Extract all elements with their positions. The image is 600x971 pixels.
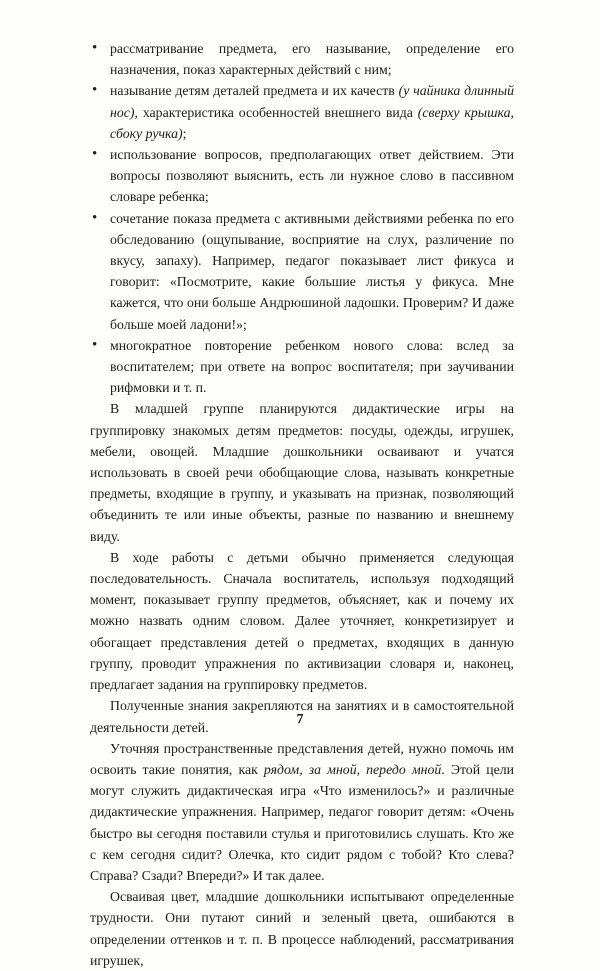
text-run: использование вопросов, предполагающих ответ действием. Эти вопросы позволяют выяснить, есть ли нужное слово в пассивном словаре ребенка; — [110, 147, 514, 205]
text-run: , характеристика особенностей внешнего вида — [134, 104, 418, 120]
italic-example: (сверху крышка, сбоку ручка) — [110, 104, 514, 141]
bullet-item — [90, 80, 514, 144]
text-run: В ходе работы с детьми обычно применяется следующая последовательность. Сначала воспитатель, используя подходящий момент, показывает группу предметов, объясняет, как и почему их можно назвать одним словом. Далее уточняет, конкретизирует и обогащает представления детей о предметах, входящих в данную группу, проводит упражнения по активизации словаря и, наконец, предлагает задания на группировку предметов. — [90, 549, 514, 693]
text-run: сочетание показа предмета с активными действиями ребенка по его обследованию (ощупывание, восприятие на слух, различение по вкусу, запаху). Например, педагог показывает лист фикуса и говорит: «Посмотрите, какие большие листья у фикуса. Мне кажется, что они больше Андрюшиной ладошки. Проверим? И даже больше моей ладони!»; — [110, 210, 514, 332]
bullet-item — [90, 208, 514, 335]
text-run: . Этой цели могут служить дидактическая игра «Что изменилось?» и различные дидактические упражнения. Например, педагог говорит детям: «Очень быстро вы сегодня поставили стулья и приготовились слушать. Кто же с кем сегодня сидит? Олечка, кто сидит рядом с тобой? Кто слева? Справа? Сзади? Впереди?» И так далее. — [90, 761, 514, 883]
text-run: многократное повторение ребенком нового слова: вслед за воспитателем; при ответе на вопрос воспитателя; при заучивании рифмовки и т. п. — [110, 337, 514, 396]
paragraph — [90, 398, 514, 546]
italic-example: (у чайника длинный нос) — [110, 83, 514, 120]
text-run: Полученные знания закрепляются на занятиях и в самостоятельной деятельности детей. — [90, 698, 514, 735]
paragraph — [90, 886, 514, 971]
text-run: рассматривание предмета, его называние, определение его назначения, показ характерных действий с ним; — [110, 41, 514, 78]
bullet-item — [90, 38, 514, 80]
bullet-item — [90, 144, 514, 208]
page-number: 7 — [296, 712, 304, 727]
bullet-item — [90, 335, 514, 399]
bullet-list — [90, 38, 514, 398]
text-run: Осваивая цвет, младшие дошкольники испытывают определенные трудности. Они путают синий и зеленый цвета, ошибаются в определении оттенков и т. п. В процессе наблюдений, рассматривания игрушек, — [90, 889, 514, 968]
text-run: Уточняя пространственные представления детей, нужно помочь им освоить такие понятия, как — [90, 740, 514, 777]
paragraph — [90, 738, 514, 886]
text-run: ; — [182, 125, 187, 141]
text-run: называние детям деталей предмета и их качеств — [110, 83, 399, 99]
page-body — [90, 38, 514, 971]
italic-terms: рядом, за мной, передо мной — [263, 761, 442, 777]
paragraph — [90, 547, 514, 695]
text-run: В младшей группе планируются дидактические игры на группировку знакомых детям предметов: посуды, одежды, игрушек, мебели, овощей. Младшие дошкольники осваивают и учатся использовать в своей речи обобщающие слова, называть конкретные предметы, входящие в группу, и указывать на признак, позволяющий объединить те или иные объекты, разные по названию и внешнему виду. — [90, 401, 514, 544]
